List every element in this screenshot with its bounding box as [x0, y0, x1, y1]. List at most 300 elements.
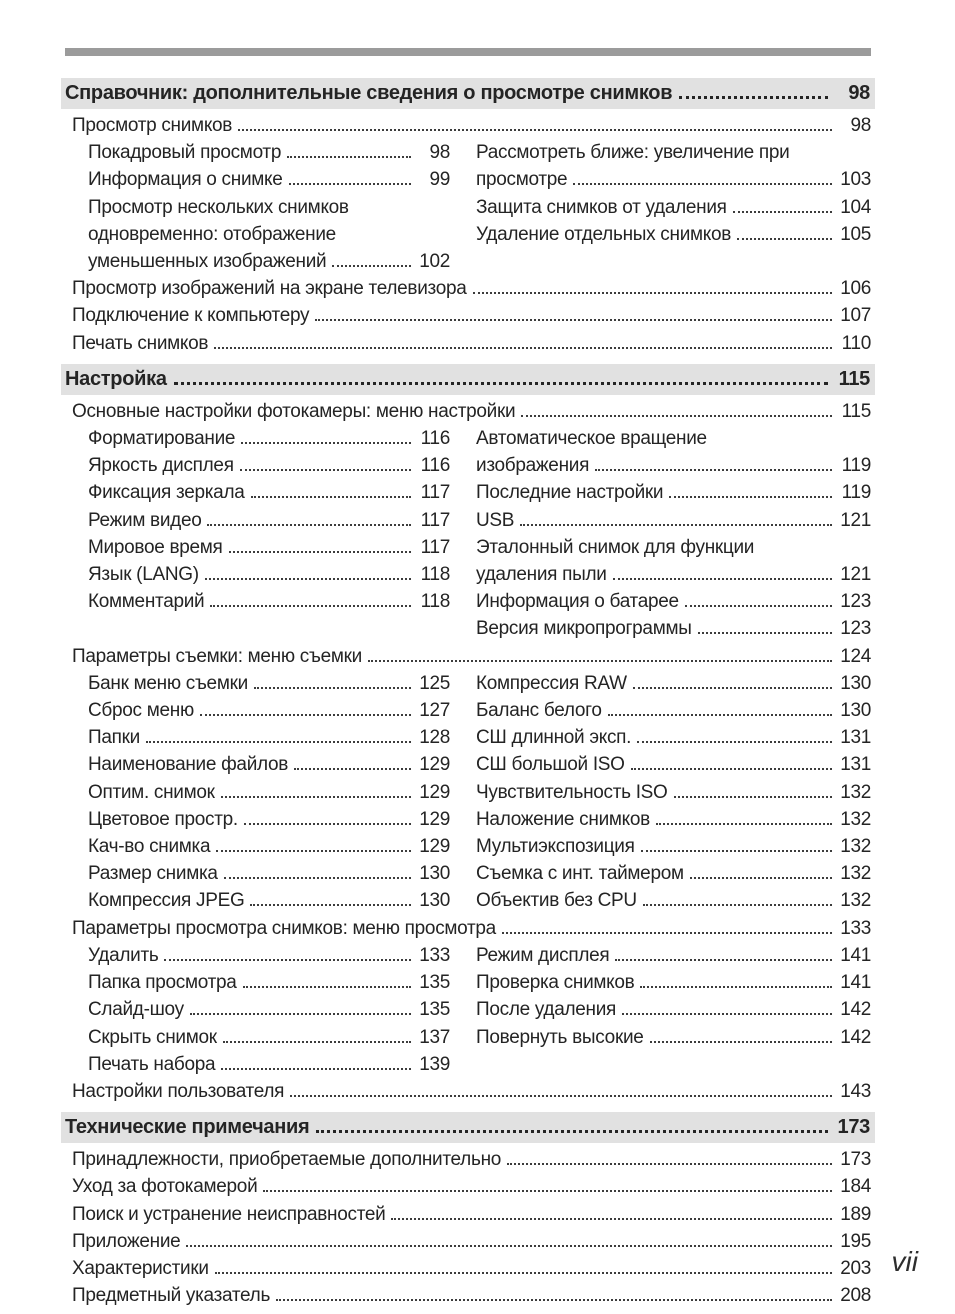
- dot-leader: [224, 877, 411, 879]
- toc-item: [88, 833, 450, 860]
- section-heading: [61, 1112, 875, 1143]
- toc-entry-page-number: 106: [840, 278, 871, 300]
- toc-item: [88, 166, 450, 193]
- dot-leader: [613, 578, 832, 580]
- toc-item-last-line: [88, 425, 450, 452]
- toc-item-last-line: [88, 166, 450, 193]
- toc-section: [65, 78, 871, 357]
- toc-entry: [65, 1173, 871, 1200]
- toc-item-title: Фиксация зеркала: [88, 482, 245, 504]
- toc-item-page-number: 116: [420, 455, 450, 477]
- dot-leader: [243, 986, 411, 988]
- toc-item-page-number: 137: [419, 1026, 450, 1048]
- toc-item-page-number: 128: [419, 727, 450, 749]
- toc-item-page-number: 131: [840, 727, 871, 749]
- dot-leader: [368, 660, 832, 662]
- dot-leader: [650, 1041, 832, 1043]
- toc-item-title: Последние настройки: [476, 482, 664, 504]
- toc-entry-title: Печать снимков: [72, 332, 209, 354]
- dot-leader: [238, 129, 832, 131]
- toc-item-line: одновременно: отображение: [88, 223, 336, 245]
- toc-item-page-number: 142: [840, 1026, 871, 1048]
- toc-item-title: Удаление отдельных снимков: [476, 223, 732, 245]
- toc-item-last-line: [476, 1024, 871, 1051]
- toc-item-page-number: 123: [840, 618, 871, 640]
- toc-columns: [65, 670, 871, 915]
- dot-leader: [241, 442, 411, 444]
- dot-leader: [214, 347, 832, 349]
- dot-leader: [164, 959, 411, 961]
- toc-column-right: [476, 670, 871, 915]
- toc-item-last-line: [88, 139, 450, 166]
- toc-item-title: USB: [476, 509, 515, 531]
- toc-entry: [65, 302, 871, 329]
- toc-item-last-line: [476, 887, 871, 914]
- toc-section: [65, 1112, 871, 1309]
- top-rule: [65, 48, 871, 56]
- dot-leader: [205, 578, 411, 580]
- toc-item: [476, 139, 871, 193]
- toc-item: [476, 1024, 871, 1051]
- toc-columns: [65, 942, 871, 1078]
- toc-item: [88, 697, 450, 724]
- toc-entry: [65, 112, 871, 139]
- section-page-number: 98: [848, 82, 870, 104]
- dot-leader: [643, 904, 832, 906]
- toc-item-page-number: 117: [420, 509, 450, 531]
- dot-leader: [595, 469, 832, 471]
- dot-leader: [698, 632, 832, 634]
- toc-item-last-line: [88, 534, 450, 561]
- toc-entry-title: Настройки пользователя: [72, 1080, 285, 1102]
- toc-item-title: Форматирование: [88, 428, 236, 450]
- toc-item-title: СШ большой ISO: [476, 754, 625, 776]
- toc-entry-page-number: 184: [840, 1176, 871, 1198]
- toc-item-title: Яркость дисплея: [88, 455, 234, 477]
- toc-item-last-line: [476, 452, 871, 479]
- toc-item-title: Наименование файлов: [88, 754, 289, 776]
- toc-item: [88, 452, 450, 479]
- dot-leader: [316, 1130, 828, 1133]
- toc-item-page-number: 121: [840, 509, 871, 531]
- toc-item-page-number: 99: [429, 169, 450, 191]
- page-folio: vii: [891, 1246, 918, 1277]
- dot-leader: [289, 183, 411, 185]
- toc-columns: [65, 425, 871, 643]
- toc-item: [476, 425, 871, 479]
- toc-item: [88, 534, 450, 561]
- dot-leader: [290, 1095, 832, 1097]
- toc-item-page-number: 139: [419, 1053, 450, 1075]
- toc-item: [88, 507, 450, 534]
- toc-item-page-number: 129: [419, 781, 450, 803]
- toc-column-left: [88, 425, 450, 643]
- toc-entry-title: Характеристики: [72, 1257, 209, 1279]
- toc-item-page-number: 127: [419, 700, 450, 722]
- toc-item-page-number: 98: [429, 142, 450, 164]
- dot-leader: [146, 741, 411, 743]
- toc-item-page-number: 117: [420, 482, 450, 504]
- dot-leader: [287, 156, 411, 158]
- toc-item: [476, 860, 871, 887]
- toc-entry-page-number: 98: [850, 115, 871, 136]
- dot-leader: [679, 96, 828, 99]
- toc-item-title: Размер снимка: [88, 863, 218, 885]
- dot-leader: [669, 496, 832, 498]
- dot-leader: [502, 932, 832, 934]
- toc-item: [476, 194, 871, 221]
- toc-item-title: Оптим. снимок: [88, 781, 215, 803]
- toc-item-title: Режим видео: [88, 509, 202, 531]
- toc-item-page-number: 142: [840, 999, 871, 1021]
- toc-item-title: Защита снимков от удаления: [476, 196, 727, 218]
- toc-item-last-line: [476, 166, 871, 193]
- section-heading: [61, 364, 875, 395]
- toc-item-last-line: [476, 806, 871, 833]
- toc-item-last-line: [88, 751, 450, 778]
- toc-item: [476, 724, 871, 751]
- section-page-number: 115: [838, 367, 870, 390]
- toc-item-last-line: [476, 194, 871, 221]
- toc-column-left: [88, 942, 450, 1078]
- dot-leader: [174, 382, 828, 385]
- toc-item: [88, 724, 450, 751]
- toc-item: [88, 942, 450, 969]
- toc-entry: [65, 398, 871, 425]
- toc-entry-title: Просмотр снимков: [72, 115, 233, 136]
- toc-item-page-number: 132: [840, 781, 871, 803]
- toc-item-page-number: 121: [840, 564, 871, 586]
- toc-item: [476, 779, 871, 806]
- toc-entry-page-number: 208: [840, 1285, 871, 1307]
- dot-leader: [641, 850, 832, 852]
- dot-leader: [690, 877, 832, 879]
- toc-item-page-number: 102: [419, 251, 450, 273]
- toc-item-page-number: 119: [841, 455, 871, 477]
- dot-leader: [200, 714, 411, 716]
- toc-item-page-number: 117: [420, 536, 450, 558]
- toc-item: [88, 969, 450, 996]
- toc-item-title: Банк меню съемки: [88, 672, 248, 694]
- toc-item-page-number: 130: [840, 672, 871, 694]
- toc-item-title: Наложение снимков: [476, 808, 650, 830]
- toc-item-page-number: 131: [840, 754, 871, 776]
- toc-item-page-number: 125: [419, 672, 450, 694]
- toc-item-last-line: [88, 779, 450, 806]
- toc-item: [88, 670, 450, 697]
- toc-item-page-number: 123: [840, 591, 871, 613]
- toc-item-title: Кач-во снимка: [88, 836, 211, 858]
- toc-item-last-line: [476, 969, 871, 996]
- toc-item: [476, 806, 871, 833]
- toc-item: [88, 860, 450, 887]
- toc-item-page-number: 132: [840, 836, 871, 858]
- toc-item-title: Цветовое простр.: [88, 808, 238, 830]
- toc-item-title: Проверка снимков: [476, 972, 635, 994]
- dot-leader: [685, 605, 832, 607]
- toc-item-last-line: [476, 751, 871, 778]
- toc-item: [476, 534, 871, 588]
- toc-item-page-number: 104: [840, 196, 871, 218]
- section-heading: [61, 78, 875, 109]
- toc-item-title: Покадровый просмотр: [88, 142, 282, 164]
- toc-item-last-line: [88, 697, 450, 724]
- dot-leader: [190, 1013, 411, 1015]
- toc-item: [476, 507, 871, 534]
- toc-item: [88, 588, 450, 615]
- toc-column-right: [476, 425, 871, 643]
- toc-item-title: изображения: [476, 455, 590, 477]
- toc-item-last-line: [476, 615, 871, 642]
- dot-leader: [637, 741, 832, 743]
- toc-entry: [65, 915, 871, 942]
- toc-entry: [65, 1078, 871, 1105]
- toc-item-title: уменьшенных изображений: [88, 251, 327, 273]
- toc-column-left: [88, 670, 450, 915]
- toc-item: [476, 697, 871, 724]
- toc-item-last-line: [88, 833, 450, 860]
- toc-item-page-number: 130: [419, 890, 450, 912]
- toc-item-last-line: [476, 221, 871, 248]
- section-page-number: 173: [837, 1116, 870, 1139]
- toc-entry-title: Подключение к компьютеру: [72, 305, 310, 327]
- toc-entry: [65, 275, 871, 302]
- dot-leader: [391, 1218, 832, 1220]
- toc-item: [476, 588, 871, 615]
- toc-entry-title: Параметры съемки: меню съемки: [72, 645, 362, 667]
- dot-leader: [294, 768, 411, 770]
- toc-entry-page-number: 107: [840, 305, 871, 327]
- toc-item-line: Просмотр нескольких снимков: [88, 196, 349, 218]
- toc-section: [65, 364, 871, 1105]
- toc-item-title: Информация о снимке: [88, 169, 283, 191]
- toc-item-last-line: [88, 248, 450, 275]
- toc-item-page-number: 116: [420, 428, 450, 450]
- toc-item-last-line: [476, 507, 871, 534]
- toc-entry-title: Основные настройки фотокамеры: меню настройки: [72, 400, 516, 422]
- toc-entry-page-number: 133: [840, 917, 871, 939]
- toc-item: [476, 942, 871, 969]
- dot-leader: [250, 904, 411, 906]
- toc-item-last-line: [88, 996, 450, 1023]
- toc-item: [88, 806, 450, 833]
- toc-item-last-line: [88, 1024, 450, 1051]
- toc-item-last-line: [476, 588, 871, 615]
- dot-leader: [633, 687, 832, 689]
- toc-item: [88, 425, 450, 452]
- section-title: Настройка: [65, 367, 167, 390]
- toc-entry: [65, 1255, 871, 1282]
- toc-item-page-number: 141: [840, 972, 871, 994]
- toc-entry-title: Предметный указатель: [72, 1285, 271, 1307]
- dot-leader: [221, 1068, 411, 1070]
- toc-item-title: Удалить: [88, 944, 159, 966]
- dot-leader: [608, 714, 832, 716]
- toc-item-last-line: [476, 996, 871, 1023]
- toc-item-title: Печать набора: [88, 1053, 216, 1075]
- toc-entry: [65, 1228, 871, 1255]
- toc-entry-page-number: 124: [840, 645, 871, 667]
- toc-entry-page-number: 110: [841, 332, 871, 354]
- toc-entry-title: Просмотр изображений на экране телевизора: [72, 278, 467, 300]
- toc-item-last-line: [88, 806, 450, 833]
- toc-item-page-number: 118: [420, 591, 450, 613]
- toc-item: [476, 479, 871, 506]
- toc-item: [476, 969, 871, 996]
- toc-item-last-line: [88, 860, 450, 887]
- toc-item: [88, 1024, 450, 1051]
- toc-item-title: Повернуть высокие: [476, 1026, 644, 1048]
- dot-leader: [622, 1013, 832, 1015]
- toc-item-last-line: [476, 860, 871, 887]
- dot-leader: [207, 524, 411, 526]
- dot-leader: [733, 211, 832, 213]
- toc-item: [88, 996, 450, 1023]
- toc-item: [476, 221, 871, 248]
- dot-leader: [656, 823, 832, 825]
- toc-item-page-number: 105: [840, 223, 871, 245]
- toc-item-last-line: [476, 561, 871, 588]
- toc-item: [88, 479, 450, 506]
- toc-item-title: Мировое время: [88, 536, 223, 558]
- toc-entry: [65, 1282, 871, 1309]
- toc-item-page-number: 129: [419, 836, 450, 858]
- toc-item-title: Информация о батарее: [476, 591, 679, 613]
- toc-item-title: удаления пыли: [476, 564, 607, 586]
- toc-item-last-line: [88, 507, 450, 534]
- toc-entry-page-number: 195: [840, 1230, 871, 1252]
- toc-item-page-number: 103: [840, 169, 871, 191]
- toc-item-title: Компрессия RAW: [476, 672, 627, 694]
- toc-entry-title: Параметры просмотра снимков: меню просмотра: [72, 917, 496, 939]
- toc-entry-title: Приложение: [72, 1230, 181, 1252]
- toc-item-title: СШ длинной эксп.: [476, 727, 632, 749]
- dot-leader: [276, 1299, 832, 1301]
- dot-leader: [521, 415, 832, 417]
- toc-item-title: Язык (LANG): [88, 564, 199, 586]
- dot-leader: [221, 796, 411, 798]
- toc-entry-title: Поиск и устранение неисправностей: [72, 1203, 386, 1225]
- toc-item-title: Комментарий: [88, 591, 205, 613]
- toc-item: [476, 615, 871, 642]
- toc-item: [476, 996, 871, 1023]
- toc-item-last-line: [476, 479, 871, 506]
- toc-item-last-line: [476, 942, 871, 969]
- toc-item: [88, 779, 450, 806]
- toc-item-last-line: [476, 833, 871, 860]
- toc-item-title: Папки: [88, 727, 140, 749]
- toc-item-last-line: [88, 887, 450, 914]
- toc-item-page-number: 119: [841, 482, 871, 504]
- toc-item-page-number: 132: [840, 863, 871, 885]
- toc-item-title: Папка просмотра: [88, 972, 237, 994]
- dot-leader: [674, 796, 832, 798]
- dot-leader: [186, 1245, 832, 1247]
- toc-item: [476, 751, 871, 778]
- toc-item-title: После удаления: [476, 999, 617, 1021]
- dot-leader: [251, 496, 412, 498]
- dot-leader: [210, 605, 411, 607]
- section-title: Справочник: дополнительные сведения о просмотре снимков: [65, 82, 673, 104]
- dot-leader: [229, 551, 411, 553]
- toc-item-last-line: [88, 452, 450, 479]
- toc-entry-page-number: 143: [840, 1080, 871, 1102]
- toc-item-page-number: 135: [419, 999, 450, 1021]
- toc-item-title: Баланс белого: [476, 700, 602, 722]
- toc-entry: [65, 330, 871, 357]
- toc-column-left: [88, 139, 450, 275]
- toc-item-last-line: [88, 969, 450, 996]
- toc-item-page-number: 129: [419, 808, 450, 830]
- toc-entry-page-number: 115: [841, 400, 871, 422]
- toc-item-title: Версия микропрограммы: [476, 618, 692, 640]
- dot-leader: [520, 524, 832, 526]
- dot-leader: [631, 768, 832, 770]
- dot-leader: [737, 238, 832, 240]
- toc-item: [88, 887, 450, 914]
- toc-content: [65, 48, 871, 1309]
- dot-leader: [216, 850, 411, 852]
- toc-item-last-line: [476, 779, 871, 806]
- toc-entry: [65, 1146, 871, 1173]
- dot-leader: [244, 823, 411, 825]
- toc-entry: [65, 1201, 871, 1228]
- dot-leader: [223, 1041, 411, 1043]
- toc-item-title: Объектив без CPU: [476, 890, 637, 912]
- toc-column-right: [476, 139, 871, 275]
- toc-item-line: Автоматическое вращение: [476, 428, 707, 450]
- toc-item: [476, 670, 871, 697]
- toc-item-last-line: [88, 942, 450, 969]
- toc-item-last-line: [476, 724, 871, 751]
- toc-item: [88, 194, 450, 276]
- dot-leader: [332, 265, 411, 267]
- toc-item-title: Слайд-шоу: [88, 999, 184, 1021]
- toc-columns: [65, 139, 871, 275]
- table-of-contents: [65, 78, 871, 1309]
- dot-leader: [215, 1272, 832, 1274]
- toc-item-page-number: 129: [419, 754, 450, 776]
- toc-item: [88, 139, 450, 166]
- toc-item-page-number: 130: [419, 863, 450, 885]
- toc-item-line: Эталонный снимок для функции: [476, 536, 755, 558]
- toc-item-page-number: 130: [840, 700, 871, 722]
- dot-leader: [640, 986, 832, 988]
- dot-leader: [573, 183, 832, 185]
- dot-leader: [315, 319, 832, 321]
- toc-item: [88, 561, 450, 588]
- dot-leader: [615, 959, 832, 961]
- toc-item-line: Рассмотреть ближе: увеличение при: [476, 142, 790, 164]
- dot-leader: [473, 292, 832, 294]
- dot-leader: [254, 687, 411, 689]
- toc-item-title: Съемка с инт. таймером: [476, 863, 684, 885]
- toc-item: [476, 887, 871, 914]
- toc-entry-title: Уход за фотокамерой: [72, 1176, 258, 1198]
- toc-item-last-line: [476, 670, 871, 697]
- toc-item-last-line: [88, 561, 450, 588]
- toc-item-title: Чувствительность ISO: [476, 781, 668, 803]
- toc-item-title: Скрыть снимок: [88, 1026, 217, 1048]
- toc-item-last-line: [88, 724, 450, 751]
- dot-leader: [507, 1163, 832, 1165]
- toc-item-title: Мультиэкспозиция: [476, 836, 635, 858]
- toc-item-title: просмотре: [476, 169, 568, 191]
- toc-item-title: Режим дисплея: [476, 944, 610, 966]
- toc-item-page-number: 118: [420, 564, 450, 586]
- toc-entry: [65, 643, 871, 670]
- toc-item-last-line: [476, 697, 871, 724]
